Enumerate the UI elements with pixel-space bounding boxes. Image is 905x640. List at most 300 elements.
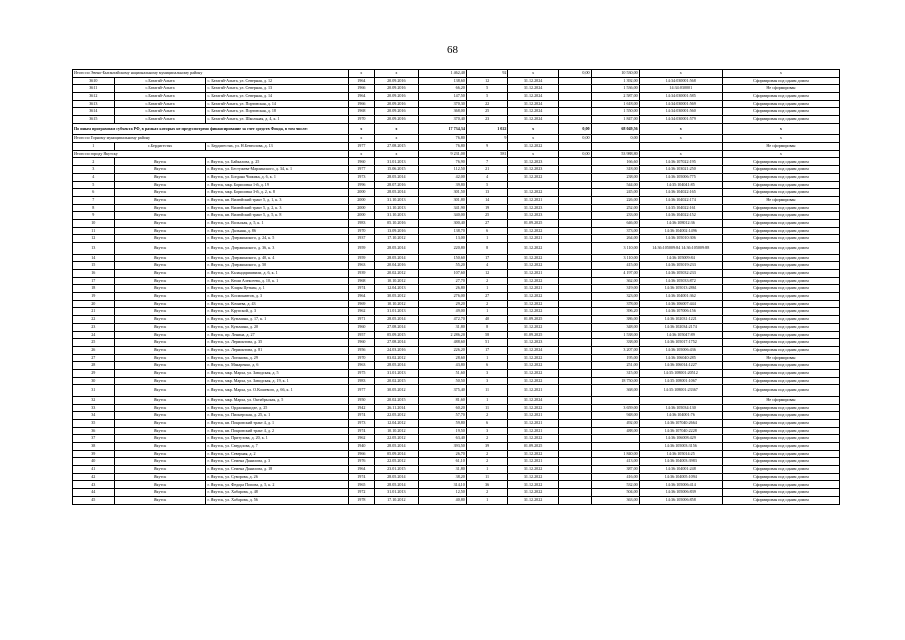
deadline: 31.12.2022 (508, 354, 558, 362)
recognition-date: 20.02.2015 (374, 377, 418, 385)
table-row (73, 466, 840, 474)
value (558, 489, 591, 497)
row-number: 3612 (73, 93, 115, 101)
value (558, 166, 591, 174)
cost: 1 392,00 (591, 77, 639, 85)
land-status: Сформирован под одним домом (722, 466, 839, 474)
settlement: Якутск (114, 339, 206, 347)
build-year: 1966 (348, 85, 374, 93)
table-row (73, 196, 840, 204)
area: 340,00 (418, 212, 466, 220)
land-status: Сформирован под одним домом (722, 93, 839, 101)
cost: 1 847,00 (591, 116, 639, 124)
land-status: Сформирован под одним домом (722, 158, 839, 166)
area: 375,40 (418, 385, 466, 397)
value (558, 227, 591, 235)
value (558, 331, 591, 339)
area: 76,90 (418, 158, 466, 166)
table-row (73, 323, 840, 331)
residents: 2 (466, 412, 508, 420)
row-number: 30 (73, 377, 115, 385)
table-row (73, 308, 840, 316)
deadline: 31.12.2021 (508, 235, 558, 243)
recognition-date: 20.04.2016 (374, 262, 418, 270)
deadline: 01.09.2025 (508, 316, 558, 324)
recognition-date: 20.09.2016 (374, 116, 418, 124)
recognition-date: 22.05.2012 (374, 458, 418, 466)
build-year: 1957 (348, 331, 374, 339)
residents: 1 (466, 308, 508, 316)
residents: 11 (466, 385, 508, 397)
area: 138,70 (418, 227, 466, 235)
cost: 368,00 (591, 385, 639, 397)
cell-x: x (722, 135, 839, 143)
recognition-date: 26.11.2014 (374, 404, 418, 412)
residents: 36 (466, 481, 508, 489)
residents: 5 (466, 85, 508, 93)
address: г. Якутск, ул. Лермонтова, д. 81 (206, 346, 348, 354)
cost: 1 840,00 (591, 450, 639, 458)
row-number: 41 (73, 466, 115, 474)
settlement: Якутск (114, 227, 206, 235)
area: 27,70 (418, 277, 466, 285)
cost: 226,00 (591, 196, 639, 204)
residents: 27 (466, 219, 508, 227)
cadastral-number: 14:36:108012:36 (639, 219, 722, 227)
residents: 2 (466, 300, 508, 308)
recognition-date: 10.10.2012 (374, 427, 418, 435)
area: 55,20 (418, 262, 466, 270)
deadline: 31.12.2022 (508, 496, 558, 504)
cadastral-number: 14:34:030001:569 (639, 100, 722, 108)
settlement: Якутск (114, 443, 206, 451)
settlement: Якутск (114, 166, 206, 174)
cost (591, 396, 639, 404)
cadastral-number: 14:35:104041:85 (639, 181, 722, 189)
deadline: 31.12.2021 (508, 419, 558, 427)
cost: 166,60 (591, 158, 639, 166)
build-year: 1964 (348, 93, 374, 101)
cost: 18 750,00 (591, 377, 639, 385)
address: г. Якутск, ул. Клары Цеткин, д. 1 (206, 285, 348, 293)
settlement: Якутск (114, 481, 206, 489)
land-status: Сформирован под одним домом (722, 235, 839, 243)
residents: 9 (466, 143, 508, 151)
cadastral-number: 14:36:105033:872 (639, 277, 722, 285)
table-row (73, 243, 840, 255)
land-status: Сформирован под одним домом (722, 116, 839, 124)
row-number: 7 (73, 196, 115, 204)
cost: 323,00 (591, 293, 639, 301)
settlement: с.Батагай-Алыта (114, 93, 206, 101)
row-number: 36 (73, 427, 115, 435)
cost: 233,00 (591, 212, 639, 220)
cadastral-number: 14:36:102034:2174 (639, 323, 722, 331)
settlement: Якутск (114, 158, 206, 166)
table-row (73, 458, 840, 466)
subtotal-label: Итого по Эвено-Бытантайскому национальному муниципальному району (73, 70, 349, 78)
land-status: Сформирован под одним домом (722, 427, 839, 435)
cost: 348,00 (591, 323, 639, 331)
total-area: 9 231,00 (418, 150, 466, 158)
area: 393,50 (418, 443, 466, 451)
row-number: 33 (73, 404, 115, 412)
deadline: 31.12.2022 (508, 369, 558, 377)
settlement: Якутск (114, 412, 206, 420)
row-number: 6 (73, 189, 115, 197)
cell-x: x (348, 135, 374, 143)
cost: 1 550,00 (591, 108, 639, 116)
residents: 2 (466, 458, 508, 466)
land-status: Сформирован под одним домом (722, 300, 839, 308)
row-number: 31 (73, 385, 115, 397)
recognition-date: 31.01.2013 (374, 369, 418, 377)
address: г. Якутск, ул. Макаренко, д. 6 (206, 362, 348, 370)
area: 40,80 (418, 496, 466, 504)
value (558, 377, 591, 385)
table-row (73, 419, 840, 427)
value (558, 450, 591, 458)
value (558, 473, 591, 481)
total-cost: 10 530,00 (591, 70, 639, 78)
area: 66,20 (418, 85, 466, 93)
cell-x: x (348, 150, 374, 158)
page-number: 68 (447, 44, 458, 56)
cost: 3 659,00 (591, 404, 639, 412)
row-number: 40 (73, 458, 115, 466)
table-row (73, 143, 840, 151)
deadline: 31.12.2024 (508, 396, 558, 404)
deadline: 31.12.2023 (508, 166, 558, 174)
row-number: 44 (73, 489, 115, 497)
recognition-date: 03.02.2012 (374, 354, 418, 362)
area: 341,90 (418, 204, 466, 212)
total-residents: 9 (466, 135, 508, 143)
cadastral-number: 14:36:105032:233 (639, 270, 722, 278)
deadline: 31.12.2022 (508, 254, 558, 262)
settlement: Якутск (114, 496, 206, 504)
residents: 19 (466, 204, 508, 212)
row-number: 3614 (73, 108, 115, 116)
residents: 4 (466, 262, 508, 270)
area: 147,50 (418, 93, 466, 101)
address: г. Якутск, ул. Кеши Алексеева, д. 10, к. 1 (206, 277, 348, 285)
recognition-date: 05.09.2014 (374, 450, 418, 458)
cell-x: x (639, 70, 722, 78)
value (558, 270, 591, 278)
cell-x: x (508, 70, 558, 78)
deadline: 31.12.2022 (508, 473, 558, 481)
cell-x: x (722, 70, 839, 78)
value (558, 481, 591, 489)
build-year: 1972 (348, 489, 374, 497)
residents: 51 (466, 339, 508, 347)
deadline: 31.12.2023 (508, 212, 558, 220)
settlement: с.Батагай-Алыта (114, 77, 206, 85)
row-number: 18 (73, 285, 115, 293)
cost: 4 197,00 (591, 270, 639, 278)
value (558, 369, 591, 377)
deadline: 31.12.2022 (508, 404, 558, 412)
table-row (73, 412, 840, 420)
row-number: 24 (73, 331, 115, 339)
build-year: 1983 (348, 377, 374, 385)
table-row (73, 481, 840, 489)
settlement: Якутск (114, 316, 206, 324)
cadastral-number: 14:35:108001:1067 (639, 377, 722, 385)
land-status: Сформирован под одним домом (722, 262, 839, 270)
cell-x: x (508, 150, 558, 158)
residents: 25 (466, 212, 508, 220)
residents: 39 (466, 443, 508, 451)
address: г. Якутск, кв. Покровский тракт 4, д. 1 (206, 419, 348, 427)
row-number: 25 (73, 339, 115, 347)
cadastral-number: 14:36:107006:156 (639, 308, 722, 316)
deadline: 31.12.2024 (508, 346, 558, 354)
area: 226,20 (418, 346, 466, 354)
settlement: Якутск (114, 404, 206, 412)
area: 49,00 (418, 308, 466, 316)
land-status: Сформирован под одним домом (722, 108, 839, 116)
area: 31,80 (418, 323, 466, 331)
row-number: 37 (73, 435, 115, 443)
build-year: 1962 (348, 308, 374, 316)
build-year: 1970 (348, 227, 374, 235)
recognition-date: 31.10.2013 (374, 204, 418, 212)
cell-x: x (348, 123, 374, 135)
row-number: 34 (73, 412, 115, 420)
build-year: 1963 (348, 262, 374, 270)
land-status: Сформирован под одним домом (722, 204, 839, 212)
settlement: Якутск (114, 181, 206, 189)
residents: 58 (466, 331, 508, 339)
table-row (73, 108, 840, 116)
cost: 488,00 (591, 427, 639, 435)
subtotal-row (73, 135, 840, 143)
recognition-date: 30.05.2012 (374, 385, 418, 397)
row-number: 9 (73, 212, 115, 220)
residents: 27 (466, 293, 508, 301)
recognition-date: 10.10.2012 (374, 300, 418, 308)
build-year: 1976 (348, 458, 374, 466)
land-status: Сформирован под одним домом (722, 243, 839, 255)
residents: 23 (466, 116, 508, 124)
recognition-date: 20.09.2016 (374, 77, 418, 85)
deadline: 31.12.2022 (508, 362, 558, 370)
cell-x: x (639, 123, 722, 135)
address: г. Якутск, ул. Космонавтов, д. 3 (206, 293, 348, 301)
row-number: 13 (73, 243, 115, 255)
residents: 25 (466, 108, 508, 116)
value (558, 93, 591, 101)
cadastral-number: 14:35:108001:20512 (639, 369, 722, 377)
cadastral-number (639, 396, 722, 404)
land-status: Сформирован под одним домом (722, 227, 839, 235)
deadline: 31.12.2022 (508, 489, 558, 497)
row-number: 29 (73, 369, 115, 377)
residents: 22 (466, 100, 508, 108)
address: с. Батагай-Алыта, ул. Северная, д. 13 (206, 85, 348, 93)
total-area: 1 462,40 (418, 70, 466, 78)
total-value: 0,00 (558, 150, 591, 158)
settlement: Якутск (114, 362, 206, 370)
cadastral-number: 14:36:105006:436 (639, 346, 722, 354)
address: г. Якутск, кв. Покровский тракт 4, д. 2 (206, 427, 348, 435)
cost: 319,00 (591, 285, 639, 293)
table-row (73, 331, 840, 339)
settlement: Якутск (114, 331, 206, 339)
table-row (73, 219, 840, 227)
residents: 17 (466, 254, 508, 262)
area: 81,60 (418, 396, 466, 404)
deadline: 31.12.2023 (508, 204, 558, 212)
area: 51,60 (418, 369, 466, 377)
table-row (73, 404, 840, 412)
build-year: 1964 (348, 293, 374, 301)
residents: 8 (466, 243, 508, 255)
row-number: 3 (73, 166, 115, 174)
cadastral-number: 14:36:104005:1094 (639, 473, 722, 481)
cadastral-number: 14:36:105014:25 (639, 450, 722, 458)
build-year: 1966 (348, 450, 374, 458)
cadastral-number: 14:36:105003:3156 (639, 443, 722, 451)
row-number: 5 (73, 181, 115, 189)
build-year: 1968 (348, 277, 374, 285)
build-year: 1942 (348, 404, 374, 412)
cost: 646,00 (591, 219, 639, 227)
housing-register-table (72, 69, 840, 505)
residents: 6 (466, 362, 508, 370)
cadastral-number: 14:36:105006:839 (639, 489, 722, 497)
value (558, 235, 591, 243)
cost: 3 110,00 (591, 243, 639, 255)
address: г. Якутск, ул. Северная, д. 2 (206, 450, 348, 458)
build-year: 1969 (348, 300, 374, 308)
cost: 948,00 (591, 412, 639, 420)
area: 61,10 (418, 458, 466, 466)
build-year: 1959 (348, 243, 374, 255)
land-status: Сформирован под одним домом (722, 443, 839, 451)
deadline: 31.12.2022 (508, 143, 558, 151)
residents: 3 (466, 427, 508, 435)
land-status: Сформирован под одним домом (722, 496, 839, 504)
table-row (73, 166, 840, 174)
cadastral-number: 14:34:030001:560 (639, 108, 722, 116)
row-number: 3611 (73, 85, 115, 93)
residents: 11 (466, 473, 508, 481)
residents: 5 (466, 181, 508, 189)
settlement: Якутск (114, 396, 206, 404)
cost: 338,00 (591, 339, 639, 347)
settlement: Якутск (114, 473, 206, 481)
deadline: 31.12.2024 (508, 77, 558, 85)
table-row (73, 204, 840, 212)
row-number: 4 (73, 173, 115, 181)
address: г. Якутск, ул. Пионерская, д. 25, к. 1 (206, 412, 348, 420)
table-row (73, 450, 840, 458)
land-status: Не сформирован (722, 354, 839, 362)
address: г. Якутск, ул. Каландаришвили, д. 6, к. 1 (206, 270, 348, 278)
area: 300,40 (418, 219, 466, 227)
recognition-date: 05.10.2016 (374, 219, 418, 227)
cost: 315,00 (591, 369, 639, 377)
cadastral-number: 14:36:105010:306 (639, 235, 722, 243)
value (558, 285, 591, 293)
deadline: 31.12.2021 (508, 458, 558, 466)
value (558, 458, 591, 466)
settlement: Якутск (114, 346, 206, 354)
build-year: 1983 (348, 219, 374, 227)
table-row (73, 346, 840, 354)
cadastral-number: 14:36:104002:1496 (639, 227, 722, 235)
build-year: 1959 (348, 254, 374, 262)
recognition-date: 28.05.2014 (374, 316, 418, 324)
address: г. Якутск, ул. Хабарова, д. 56 (206, 496, 348, 504)
build-year: 1964 (348, 466, 374, 474)
cost: 3 207,00 (591, 346, 639, 354)
deadline: 31.12.2022 (508, 481, 558, 489)
cadastral-number: 14:36:107022:195 (639, 158, 722, 166)
cell-x: x (639, 150, 722, 158)
cadastral-number: 14:36:105009:84 14:36:105009:88 (639, 243, 722, 255)
build-year: 1965 (348, 481, 374, 489)
row-number: 3610 (73, 77, 115, 85)
row-number: 21 (73, 308, 115, 316)
row-number: 23 (73, 323, 115, 331)
address: с. Батагай-Алыта, ул. Северная, д. 14 (206, 93, 348, 101)
value (558, 362, 591, 370)
land-status: Сформирован под одним домом (722, 419, 839, 427)
land-status: Сформирован под одним домом (722, 77, 839, 85)
residents: 7 (466, 158, 508, 166)
value (558, 354, 591, 362)
subtotal-row (73, 150, 840, 158)
cost: 387,00 (591, 466, 639, 474)
recognition-date: 28.05.2014 (374, 254, 418, 262)
recognition-date: 27.08.2014 (374, 323, 418, 331)
residents: 6 (466, 419, 508, 427)
build-year: 2000 (348, 189, 374, 197)
area: 63,40 (418, 435, 466, 443)
cost: 386,00 (591, 316, 639, 324)
recognition-date: 31.10.2013 (374, 212, 418, 220)
area: 26,70 (418, 450, 466, 458)
row-number: 26 (73, 346, 115, 354)
cadastral-number: 14:36:105017:1752 (639, 339, 722, 347)
recognition-date: 27.08.2014 (374, 339, 418, 347)
residents: 1 (466, 285, 508, 293)
area: 370,30 (418, 100, 466, 108)
row-number: 3615 (73, 116, 115, 124)
address: г. Якутск, мкр. Борисовка 1-й, д. 19 (206, 181, 348, 189)
build-year: 1950 (348, 396, 374, 404)
cadastral-number: 14:34:030001 (639, 85, 722, 93)
value (558, 466, 591, 474)
area: 50,50 (418, 377, 466, 385)
cadastral-number: 14:36:105006:775 (639, 173, 722, 181)
value (558, 262, 591, 270)
cost: 1 618,00 (591, 100, 639, 108)
settlement: Якутск (114, 369, 206, 377)
table-row (73, 496, 840, 504)
row-number: 8 (73, 204, 115, 212)
recognition-date: 10.10.2012 (374, 277, 418, 285)
deadline: 31.12.2021 (508, 270, 558, 278)
residents: 12 (466, 270, 508, 278)
area: 370,40 (418, 116, 466, 124)
land-status: Сформирован под одним домом (722, 377, 839, 385)
build-year: 1996 (348, 181, 374, 189)
